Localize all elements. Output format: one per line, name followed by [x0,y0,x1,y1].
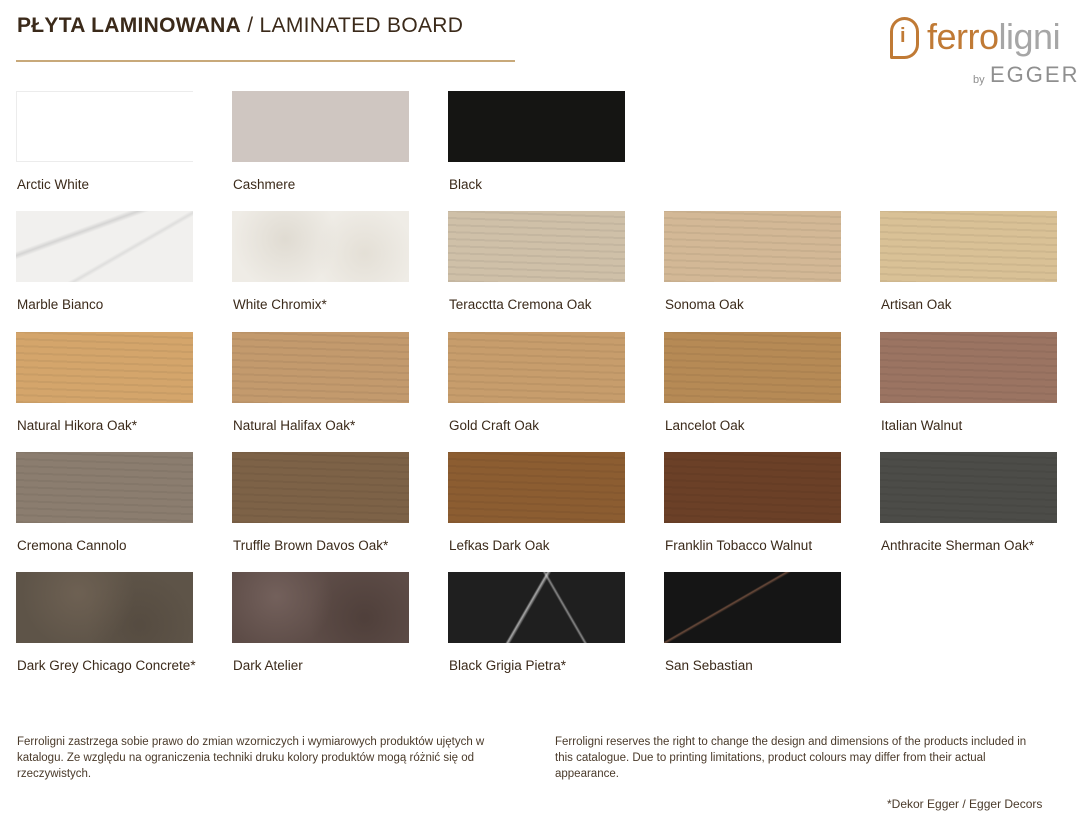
swatch-grigia [448,572,625,643]
swatch-label: Sonoma Oak [665,297,744,312]
swatch-label: Marble Bianco [17,297,104,312]
swatch-label: Lancelot Oak [665,418,745,433]
page-title [17,14,463,38]
swatch-label: Italian Walnut [881,418,963,433]
swatch-label: Dark Atelier [233,658,303,673]
disclaimer-english: Ferroligni reserves the right to change the design and dimensions of the products included in this catalogue. Due to printing limitations, product colours may differ from their actual appearance. [555,736,1027,780]
swatch-truffle [232,452,409,523]
logo-name [927,16,1060,58]
egger-logo: EGGER [990,62,1079,87]
title-polish: PŁYTA LAMINOWANA [17,14,242,37]
swatch-chromix [232,211,409,282]
swatch-label: Artisan Oak [881,297,952,312]
swatch-goldcraft [448,332,625,403]
swatch-label: Gold Craft Oak [449,418,540,433]
swatch-black [448,91,625,162]
swatch-label: San Sebastian [665,658,753,673]
swatch-anthracite [880,452,1057,523]
title-separator: / [247,14,254,37]
swatch-hikora [16,332,193,403]
logo-by: by [973,74,985,86]
swatch-label: Teracctta Cremona Oak [449,297,592,312]
swatch-label: Black Grigia Pietra* [449,658,567,673]
title-underline [16,60,515,62]
swatch-lefkas [448,452,625,523]
swatch-marble [16,211,193,282]
swatch-italian [880,332,1057,403]
logo-name-suffix: ligni [998,16,1061,57]
swatch-atelier [232,572,409,643]
logo-name-prefix: ferro [927,16,999,57]
swatch-arctic [16,91,193,162]
swatch-cashmere [232,91,409,162]
swatch-label: Natural Hikora Oak* [17,418,138,433]
swatch-label: Black [449,177,483,192]
ferroligni-logo-icon [890,17,919,59]
swatch-sonoma [664,211,841,282]
egger-decor-note: *Dekor Egger / Egger Decors [887,797,1043,811]
swatch-label: Lefkas Dark Oak [449,538,550,553]
swatch-sebastian [664,572,841,643]
swatch-franklin [664,452,841,523]
swatch-label: White Chromix* [233,297,327,312]
ferroligni-logo [889,14,1079,90]
swatch-label: Cremona Cannolo [17,538,127,553]
swatch-cannolo [16,452,193,523]
swatch-artisan [880,211,1057,282]
swatch-lancelot [664,332,841,403]
swatch-chicago [16,572,193,643]
swatch-label: Franklin Tobacco Walnut [665,538,813,553]
swatch-label: Arctic White [17,177,90,192]
swatch-label: Natural Halifax Oak* [233,418,356,433]
swatch-halifax [232,332,409,403]
swatch-label: Cashmere [233,177,296,192]
swatch-teracotta [448,211,625,282]
swatch-label: Anthracite Sherman Oak* [881,538,1035,553]
swatch-label: Truffle Brown Davos Oak* [233,538,389,553]
title-english: LAMINATED BOARD [259,14,464,37]
swatch-label: Dark Grey Chicago Concrete* [17,658,196,673]
disclaimer-polish: Ferroligni zastrzega sobie prawo do zmian wzorniczych i wymiarowych produktów ujętych w katalogu. Ze względu na ograniczenia techniki druku kolory produktów mogą różnić się od rzeczywistych. [17,736,485,780]
